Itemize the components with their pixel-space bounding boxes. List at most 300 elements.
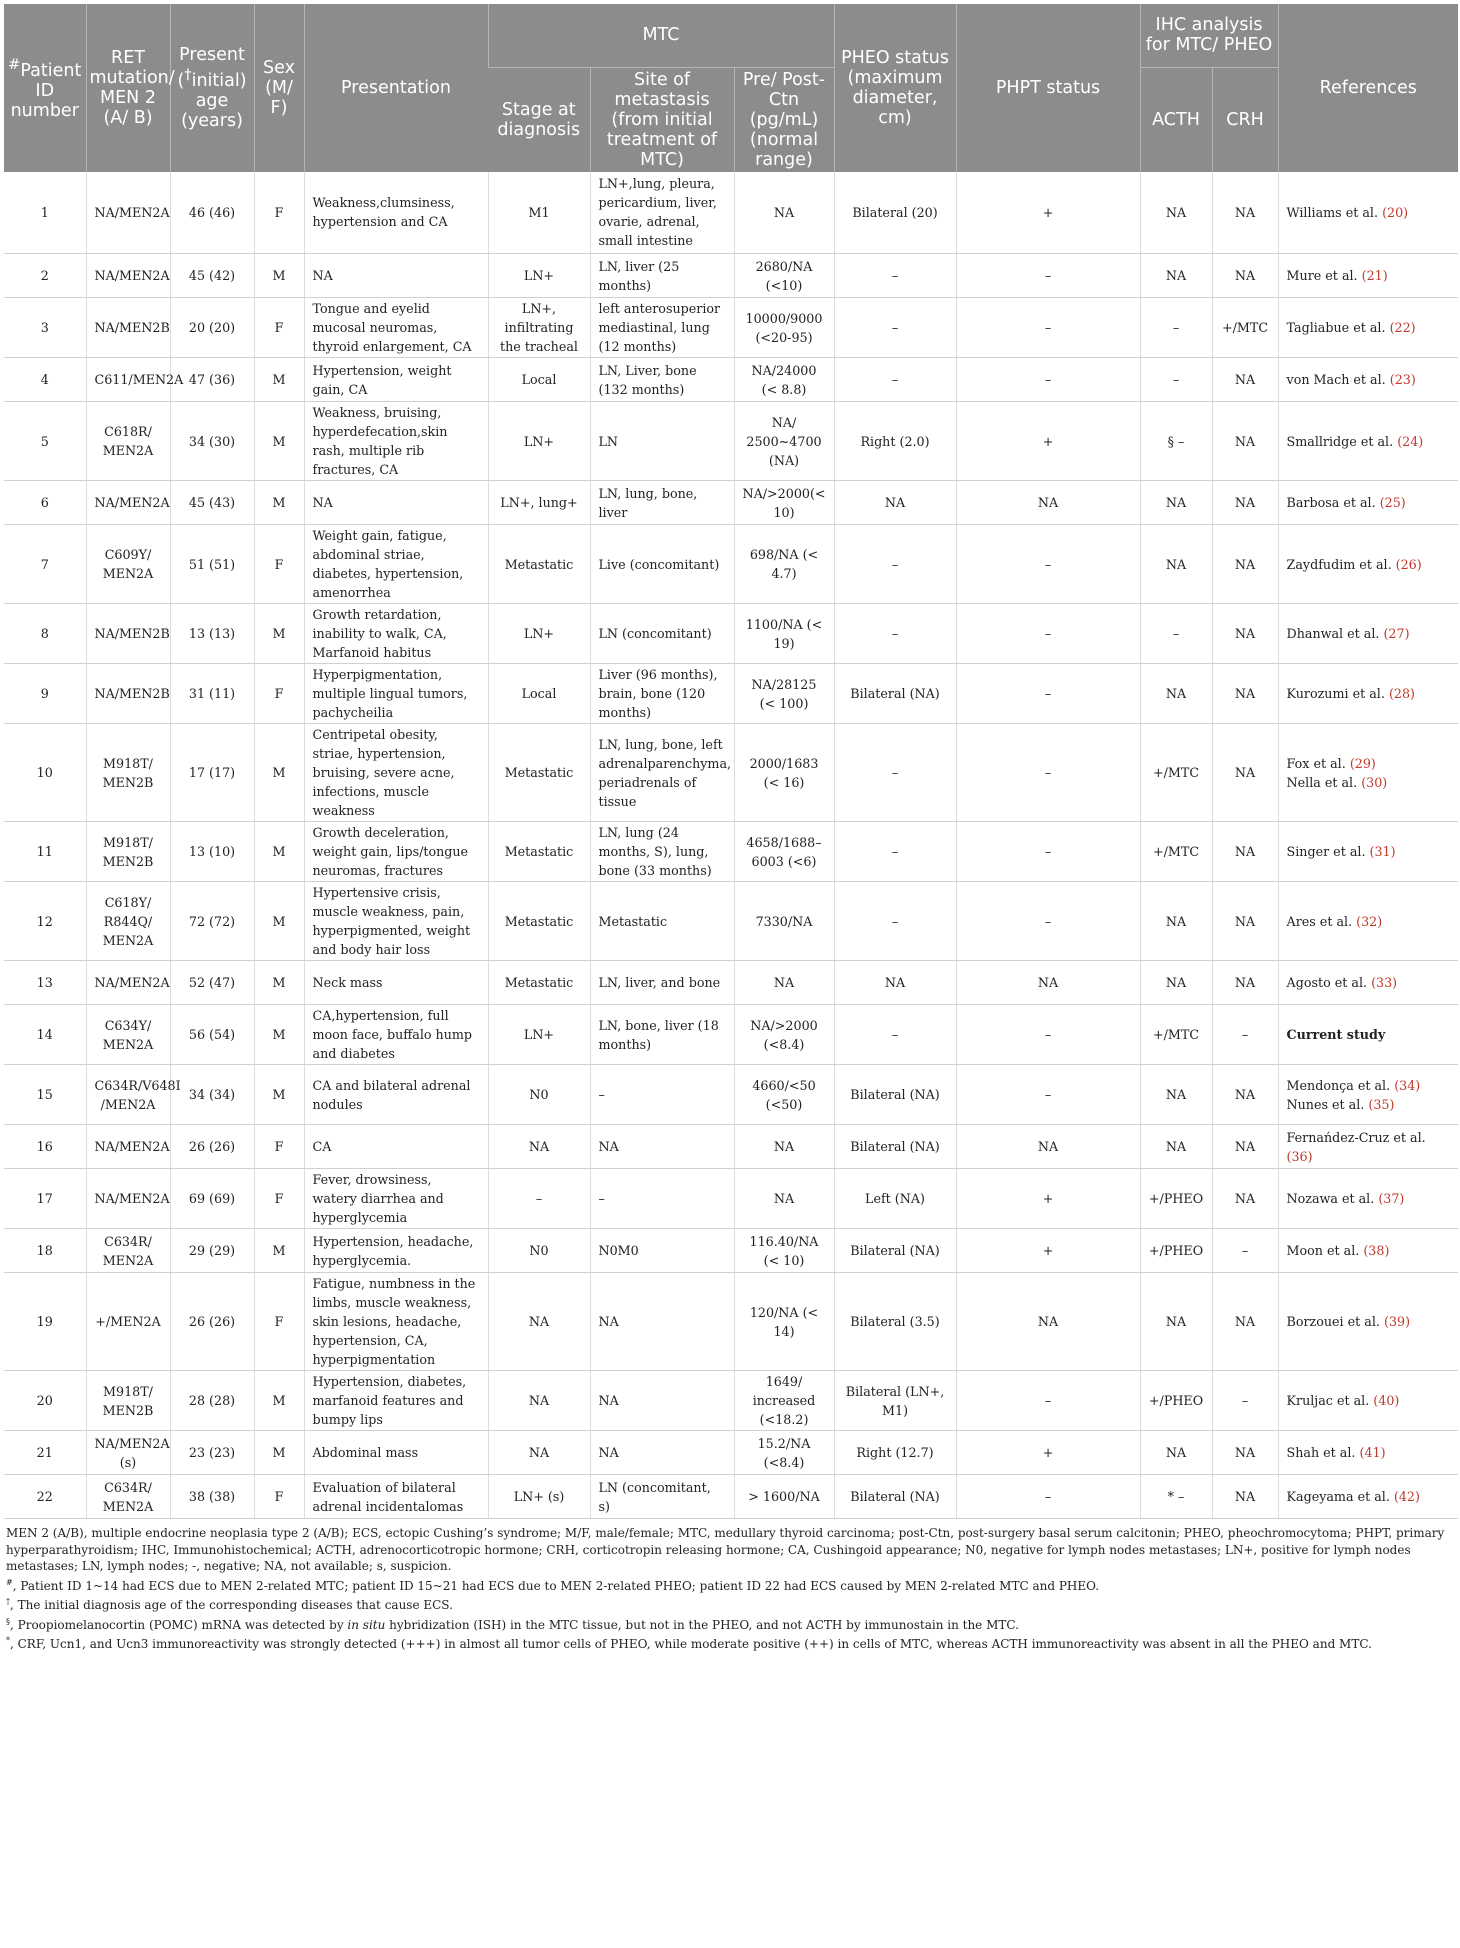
cell-reference [1278, 525, 1458, 604]
cell-ret-mutation: C634R/ MEN2A [86, 1475, 170, 1519]
cell-reference [1278, 1475, 1458, 1519]
cell-sex: M [254, 1065, 304, 1125]
footnote-initial-age: †, The initial diagnosis age of the corresponding diseases that cause ECS. [6, 1597, 453, 1612]
cell-crh: NA [1212, 1065, 1278, 1125]
cell-site: LN, liver (25 months) [590, 254, 734, 298]
cell-crh: NA [1212, 172, 1278, 254]
cell-patient-id: 18 [4, 1229, 86, 1273]
cell-pheo: – [834, 822, 956, 882]
reference-number: (36) [1286, 1148, 1313, 1164]
cell-site: – [590, 1169, 734, 1229]
cell-phpt: – [956, 724, 1140, 822]
cell-reference [1278, 664, 1458, 724]
cell-presentation: Hypertension, diabetes, marfanoid features and bumpy lips [304, 1371, 488, 1431]
cell-site: Metastatic [590, 882, 734, 961]
cell-acth: NA [1140, 1125, 1212, 1169]
cell-stage: Local [488, 664, 590, 724]
cell-age: 28 (28) [170, 1371, 254, 1431]
cell-reference [1278, 1371, 1458, 1431]
cell-ret-mutation: NA/MEN2A [86, 1125, 170, 1169]
cell-age: 45 (42) [170, 254, 254, 298]
cell-calcitonin: 15.2/NA (<8.4) [734, 1431, 834, 1475]
cell-stage: LN+ (s) [488, 1475, 590, 1519]
cell-site: NA [590, 1273, 734, 1371]
cell-stage: LN+, lung+ [488, 481, 590, 525]
cell-sex: M [254, 358, 304, 402]
cell-ret-mutation: NA/MEN2B [86, 298, 170, 358]
cell-crh: NA [1212, 1169, 1278, 1229]
reference-authors: Kurozumi et al. [1286, 686, 1385, 701]
cell-crh: NA [1212, 822, 1278, 882]
cell-pheo: – [834, 525, 956, 604]
cell-sex: F [254, 298, 304, 358]
cell-site: LN (concomitant) [590, 604, 734, 664]
cell-age: 20 (20) [170, 298, 254, 358]
cell-patient-id: 14 [4, 1005, 86, 1065]
table-row [4, 298, 1458, 358]
table-body [4, 172, 1458, 1519]
cell-calcitonin: NA/>2000(< 10) [734, 481, 834, 525]
cell-reference [1278, 822, 1458, 882]
cell-crh: NA [1212, 1273, 1278, 1371]
cell-stage: NA [488, 1125, 590, 1169]
cell-reference [1278, 1273, 1458, 1371]
cell-presentation: Tongue and eyelid mucosal neuromas, thyroid enlargement, CA [304, 298, 488, 358]
cell-age: 31 (11) [170, 664, 254, 724]
cell-crh: NA [1212, 664, 1278, 724]
table-row [4, 254, 1458, 298]
cell-crh: NA [1212, 1475, 1278, 1519]
cell-ret-mutation: +/MEN2A [86, 1273, 170, 1371]
cell-reference [1278, 1169, 1458, 1229]
cell-sex: M [254, 1431, 304, 1475]
table-row [4, 604, 1458, 664]
cell-phpt: + [956, 1229, 1140, 1273]
cell-crh: NA [1212, 961, 1278, 1005]
cell-sex: M [254, 604, 304, 664]
cell-acth: NA [1140, 1273, 1212, 1371]
cell-age: 45 (43) [170, 481, 254, 525]
cell-phpt: – [956, 664, 1140, 724]
cell-pheo: Bilateral (NA) [834, 1229, 956, 1273]
reference-authors: Fernańdez-Cruz et al. [1286, 1129, 1426, 1145]
cell-pheo: NA [834, 961, 956, 1005]
cell-reference [1278, 402, 1458, 481]
cell-site: NA [590, 1371, 734, 1431]
table-row [4, 481, 1458, 525]
cell-age: 56 (54) [170, 1005, 254, 1065]
cell-patient-id: 4 [4, 358, 86, 402]
cell-patient-id: 3 [4, 298, 86, 358]
reference-authors: Moon et al. [1286, 1243, 1360, 1258]
reference-authors: Current study [1286, 1027, 1386, 1042]
cell-acth: +/MTC [1140, 822, 1212, 882]
cell-crh: NA [1212, 402, 1278, 481]
header-crh: CRH [1212, 67, 1278, 172]
cell-sex: F [254, 1125, 304, 1169]
cell-calcitonin: 1100/NA (< 19) [734, 604, 834, 664]
cell-age: 47 (36) [170, 358, 254, 402]
cell-ret-mutation: NA/MEN2A [86, 172, 170, 254]
cell-calcitonin: 2000/1683 (< 16) [734, 724, 834, 822]
cell-ret-mutation: NA/MEN2B [86, 604, 170, 664]
cell-calcitonin: NA/>2000 (<8.4) [734, 1005, 834, 1065]
reference-number: (22) [1389, 320, 1416, 335]
cell-phpt: – [956, 1065, 1140, 1125]
cell-acth: NA [1140, 172, 1212, 254]
cell-site: LN, liver, and bone [590, 961, 734, 1005]
cell-stage: N0 [488, 1229, 590, 1273]
cell-crh: NA [1212, 724, 1278, 822]
cell-acth: +/MTC [1140, 1005, 1212, 1065]
cell-presentation: NA [304, 481, 488, 525]
cell-acth: NA [1140, 254, 1212, 298]
cell-age: 52 (47) [170, 961, 254, 1005]
cell-presentation: Neck mass [304, 961, 488, 1005]
reference-authors: Nozawa et al. [1286, 1191, 1375, 1206]
table-row [4, 1005, 1458, 1065]
cell-calcitonin: 2680/NA (<10) [734, 254, 834, 298]
cell-age: 17 (17) [170, 724, 254, 822]
cell-stage: Local [488, 358, 590, 402]
cell-acth: – [1140, 358, 1212, 402]
cell-acth: NA [1140, 664, 1212, 724]
header-references: References [1278, 4, 1458, 172]
cell-age: 38 (38) [170, 1475, 254, 1519]
header-calcitonin: Pre/ Post-Ctn (pg/mL) (normal range) [734, 67, 834, 172]
cell-site: N0M0 [590, 1229, 734, 1273]
reference-authors: Ares et al. [1286, 913, 1353, 929]
cell-site: LN, lung (24 months, S), lung, bone (33 months) [590, 822, 734, 882]
cell-ret-mutation: NA/MEN2A [86, 481, 170, 525]
cell-stage: M1 [488, 172, 590, 254]
cell-sex: M [254, 1229, 304, 1273]
header-pheo-status: PHEO status (maximum diameter, cm) [834, 4, 956, 172]
cell-presentation: CA and bilateral adrenal nodules [304, 1065, 488, 1125]
cell-acth: +/MTC [1140, 724, 1212, 822]
table-row [4, 961, 1458, 1005]
cell-site: NA [590, 1125, 734, 1169]
cell-age: 69 (69) [170, 1169, 254, 1229]
cell-age: 72 (72) [170, 882, 254, 961]
cell-sex: F [254, 525, 304, 604]
reference-authors: Fox et al. [1286, 755, 1346, 771]
cell-pheo: Right (2.0) [834, 402, 956, 481]
cell-phpt: – [956, 358, 1140, 402]
cell-stage: Metastatic [488, 961, 590, 1005]
cell-sex: M [254, 1371, 304, 1431]
reference-authors: Singer et al. [1286, 844, 1366, 859]
reference-number: (35) [1368, 1096, 1395, 1112]
cell-acth: +/PHEO [1140, 1229, 1212, 1273]
cell-pheo: Left (NA) [834, 1169, 956, 1229]
cell-sex: F [254, 172, 304, 254]
cell-stage: NA [488, 1273, 590, 1371]
cell-presentation: Weakness,clumsiness, hypertension and CA [304, 172, 488, 254]
header-mtc-group: MTC [488, 4, 834, 67]
reference-number: (42) [1393, 1489, 1420, 1504]
cell-site: LN, bone, liver (18 months) [590, 1005, 734, 1065]
cell-acth: NA [1140, 1431, 1212, 1475]
reference-authors: Mure et al. [1286, 268, 1358, 283]
cell-age: 34 (34) [170, 1065, 254, 1125]
cell-reference [1278, 1065, 1458, 1125]
cell-age: 23 (23) [170, 1431, 254, 1475]
reference-authors: Agosto et al. [1286, 975, 1368, 990]
header-acth: ACTH [1140, 67, 1212, 172]
cell-presentation: Hypertensive crisis, muscle weakness, pain, hyperpigmented, weight and body hair loss [304, 882, 488, 961]
cell-crh: NA [1212, 525, 1278, 604]
cell-stage: LN+ [488, 604, 590, 664]
cell-ret-mutation: NA/MEN2B [86, 664, 170, 724]
cell-calcitonin: > 1600/NA [734, 1475, 834, 1519]
cell-acth: +/PHEO [1140, 1169, 1212, 1229]
cell-calcitonin: 10000/9000 (<20-95) [734, 298, 834, 358]
cell-calcitonin: 116.40/NA (< 10) [734, 1229, 834, 1273]
cell-presentation: Fever, drowsiness, watery diarrhea and hyperglycemia [304, 1169, 488, 1229]
cell-ret-mutation: NA/MEN2A [86, 254, 170, 298]
table-row [4, 1169, 1458, 1229]
cell-sex: M [254, 1005, 304, 1065]
cell-site: Liver (96 months), brain, bone (120 months) [590, 664, 734, 724]
cell-acth: § – [1140, 402, 1212, 481]
cell-patient-id: 10 [4, 724, 86, 822]
cell-phpt: – [956, 298, 1140, 358]
cell-calcitonin: 4658/1688–6003 (<6) [734, 822, 834, 882]
cell-sex: F [254, 1169, 304, 1229]
cell-ret-mutation: C634R/ MEN2A [86, 1229, 170, 1273]
cell-calcitonin: 7330/NA [734, 882, 834, 961]
cell-calcitonin: 1649/ increased (<18.2) [734, 1371, 834, 1431]
cell-ret-mutation: C609Y/ MEN2A [86, 525, 170, 604]
reference-authors: Mendonça et al. [1286, 1077, 1391, 1093]
cell-presentation: Weakness, bruising, hyperdefecation,skin rash, multiple rib fractures, CA [304, 402, 488, 481]
cell-crh: – [1212, 1229, 1278, 1273]
cell-age: 51 (51) [170, 525, 254, 604]
cell-phpt: – [956, 1371, 1140, 1431]
cell-sex: M [254, 961, 304, 1005]
cell-presentation: Abdominal mass [304, 1431, 488, 1475]
cell-patient-id: 16 [4, 1125, 86, 1169]
cell-ret-mutation: NA/MEN2A (s) [86, 1431, 170, 1475]
cell-presentation: Weight gain, fatigue, abdominal striae, diabetes, hypertension, amenorrhea [304, 525, 488, 604]
header-age: Present (†initial) age (years) [170, 4, 254, 172]
reference-number: (37) [1378, 1191, 1405, 1206]
cell-reference [1278, 724, 1458, 822]
cell-stage: NA [488, 1431, 590, 1475]
reference-number: (41) [1359, 1445, 1386, 1460]
case-table [4, 4, 1458, 1519]
cell-presentation: NA [304, 254, 488, 298]
cell-presentation: Hypertension, weight gain, CA [304, 358, 488, 402]
cell-crh: – [1212, 1005, 1278, 1065]
header-stage: Stage at diagnosis [488, 67, 590, 172]
cell-ret-mutation: C611/MEN2A [86, 358, 170, 402]
cell-calcitonin: 4660/<50 (<50) [734, 1065, 834, 1125]
cell-pheo: – [834, 604, 956, 664]
cell-site: LN, lung, bone, liver [590, 481, 734, 525]
reference-number: (26) [1395, 556, 1422, 572]
cell-acth: * – [1140, 1475, 1212, 1519]
cell-ret-mutation: NA/MEN2A [86, 1169, 170, 1229]
reference-authors: Nunes et al. [1286, 1096, 1365, 1112]
cell-patient-id: 8 [4, 604, 86, 664]
cell-ret-mutation: C634R/V648I /MEN2A [86, 1065, 170, 1125]
cell-calcitonin: NA/28125 (< 100) [734, 664, 834, 724]
reference-number: (24) [1397, 433, 1424, 449]
table-row [4, 1229, 1458, 1273]
reference-number: (23) [1389, 372, 1416, 387]
cell-pheo: – [834, 298, 956, 358]
cell-phpt: – [956, 604, 1140, 664]
cell-age: 26 (26) [170, 1273, 254, 1371]
cell-reference [1278, 254, 1458, 298]
reference-authors: Dhanwal et al. [1286, 626, 1380, 641]
cell-phpt: – [956, 882, 1140, 961]
cell-pheo: Right (12.7) [834, 1431, 956, 1475]
cell-pheo: – [834, 882, 956, 961]
cell-sex: M [254, 822, 304, 882]
cell-patient-id: 12 [4, 882, 86, 961]
reference-number: (20) [1382, 204, 1409, 220]
cell-patient-id: 20 [4, 1371, 86, 1431]
reference-authors: Shah et al. [1286, 1445, 1356, 1460]
table-container [4, 4, 1458, 1653]
cell-site: LN [590, 402, 734, 481]
cell-patient-id: 2 [4, 254, 86, 298]
cell-phpt: + [956, 402, 1140, 481]
cell-crh: NA [1212, 1431, 1278, 1475]
cell-site: LN, Liver, bone (132 months) [590, 358, 734, 402]
reference-authors: Kruljac et al. [1286, 1393, 1370, 1408]
cell-calcitonin: 120/NA (< 14) [734, 1273, 834, 1371]
cell-presentation: CA,hypertension, full moon face, buffalo hump and diabetes [304, 1005, 488, 1065]
cell-calcitonin: NA [734, 1125, 834, 1169]
table-row [4, 1371, 1458, 1431]
cell-acth: NA [1140, 481, 1212, 525]
cell-stage: Metastatic [488, 724, 590, 822]
cell-site: – [590, 1065, 734, 1125]
cell-calcitonin: NA/ 2500~4700 (NA) [734, 402, 834, 481]
cell-phpt: – [956, 254, 1140, 298]
cell-presentation: Fatigue, numbness in the limbs, muscle weakness, skin lesions, headache, hypertension, CA, hyperpigmentation [304, 1273, 488, 1371]
header-sex: Sex (M/ F) [254, 4, 304, 172]
cell-phpt: NA [956, 961, 1140, 1005]
reference-authors: von Mach et al. [1286, 372, 1386, 387]
footnote-abbreviations: MEN 2 (A/B), multiple endocrine neoplasia type 2 (A/B); ECS, ectopic Cushing’s syndrome; M/F, male/female; MTC, medullary thyroid carcinoma; post-Ctn, post-surgery basal serum calcitonin; PHEO, pheochromocytoma; PHPT, primary hyperparathyroidism; IHC, Immunohistochemical; ACTH, adrenocorticotropic hormone; CRH, corticotropin releasing hormone; CA, Cushingoid appearance; N0, negative for lymph nodes metastases; LN+, positive for lymph nodes metastases; LN, lymph nodes; -, negative; NA, not available; s, suspicion. [6, 1526, 1445, 1573]
cell-reference [1278, 961, 1458, 1005]
cell-site: NA [590, 1431, 734, 1475]
table-row [4, 1125, 1458, 1169]
reference-number: (39) [1384, 1314, 1411, 1329]
cell-reference [1278, 604, 1458, 664]
cell-age: 13 (10) [170, 822, 254, 882]
reference-number: (29) [1349, 755, 1376, 771]
cell-calcitonin: NA [734, 961, 834, 1005]
cell-ret-mutation: NA/MEN2A [86, 961, 170, 1005]
cell-patient-id: 22 [4, 1475, 86, 1519]
table-row [4, 664, 1458, 724]
cell-calcitonin: 698/NA (< 4.7) [734, 525, 834, 604]
cell-reference [1278, 882, 1458, 961]
reference-number: (32) [1356, 913, 1383, 929]
cell-stage: – [488, 1169, 590, 1229]
reference-authors: Nella et al. [1286, 774, 1358, 790]
cell-stage: LN+, infiltrating the tracheal [488, 298, 590, 358]
cell-patient-id: 15 [4, 1065, 86, 1125]
cell-ret-mutation: M918T/ MEN2B [86, 724, 170, 822]
cell-pheo: Bilateral (LN+, M1) [834, 1371, 956, 1431]
cell-patient-id: 6 [4, 481, 86, 525]
cell-pheo: – [834, 1005, 956, 1065]
cell-crh: NA [1212, 604, 1278, 664]
cell-reference [1278, 298, 1458, 358]
header-ihc-group: IHC analysis for MTC/ PHEO [1140, 4, 1278, 67]
reference-number: (31) [1369, 844, 1396, 859]
cell-stage: LN+ [488, 402, 590, 481]
cell-sex: M [254, 254, 304, 298]
reference-authors: Smallridge et al. [1286, 433, 1394, 449]
cell-presentation: Centripetal obesity, striae, hypertension, bruising, severe acne, infections, muscle weakness [304, 724, 488, 822]
cell-presentation: Evaluation of bilateral adrenal incidentalomas [304, 1475, 488, 1519]
reference-number: (33) [1371, 975, 1398, 990]
cell-phpt: + [956, 172, 1140, 254]
cell-age: 34 (30) [170, 402, 254, 481]
cell-phpt: + [956, 1431, 1140, 1475]
reference-number: (28) [1388, 686, 1415, 701]
cell-sex: M [254, 724, 304, 822]
cell-acth: NA [1140, 961, 1212, 1005]
cell-ret-mutation: C618Y/ R844Q/ MEN2A [86, 882, 170, 961]
cell-acth: +/PHEO [1140, 1371, 1212, 1431]
cell-crh: NA [1212, 882, 1278, 961]
cell-patient-id: 13 [4, 961, 86, 1005]
cell-crh: NA [1212, 481, 1278, 525]
table-header [4, 4, 1458, 172]
reference-number: (21) [1361, 268, 1388, 283]
footnote-crf: *, CRF, Ucn1, and Ucn3 immunoreactivity was strongly detected (+++) in almost all tumor cells of PHEO, while moderate positive (++) in cells of MTC, whereas ACTH immunoreactivity was absent in all the PHEO and MTC. [6, 1636, 1372, 1651]
cell-calcitonin: NA [734, 172, 834, 254]
cell-patient-id: 17 [4, 1169, 86, 1229]
cell-calcitonin: NA [734, 1169, 834, 1229]
cell-phpt: – [956, 822, 1140, 882]
cell-acth: – [1140, 604, 1212, 664]
cell-patient-id: 7 [4, 525, 86, 604]
cell-patient-id: 9 [4, 664, 86, 724]
cell-reference [1278, 358, 1458, 402]
cell-reference [1278, 172, 1458, 254]
cell-stage: LN+ [488, 254, 590, 298]
table-row [4, 724, 1458, 822]
cell-acth: NA [1140, 525, 1212, 604]
cell-presentation: Hypertension, headache, hyperglycemia. [304, 1229, 488, 1273]
table-row [4, 882, 1458, 961]
cell-reference [1278, 481, 1458, 525]
table-row [4, 1475, 1458, 1519]
cell-sex: F [254, 1273, 304, 1371]
cell-pheo: – [834, 724, 956, 822]
cell-pheo: – [834, 358, 956, 402]
cell-age: 13 (13) [170, 604, 254, 664]
cell-presentation: Growth retardation, inability to walk, CA, Marfanoid habitus [304, 604, 488, 664]
header-ret-mutation: RET mutation/ MEN 2 (A/ B) [86, 4, 170, 172]
cell-presentation: Growth deceleration, weight gain, lips/tongue neuromas, fractures [304, 822, 488, 882]
cell-acth: NA [1140, 882, 1212, 961]
cell-calcitonin: NA/24000 (< 8.8) [734, 358, 834, 402]
cell-patient-id: 5 [4, 402, 86, 481]
cell-phpt: NA [956, 1125, 1140, 1169]
cell-sex: M [254, 481, 304, 525]
